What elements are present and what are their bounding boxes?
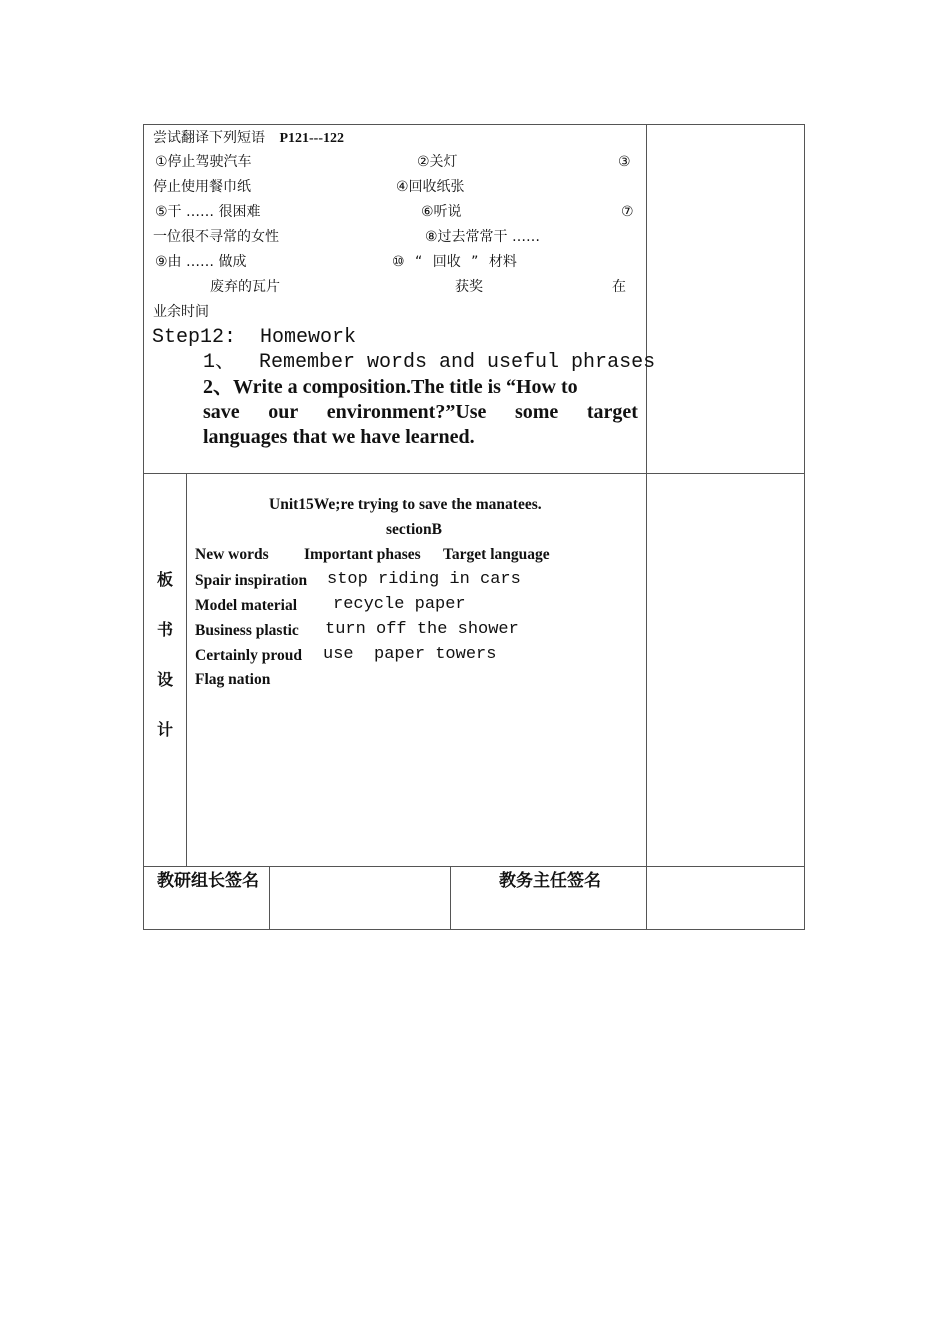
phrase-7-marker: ⑦ <box>621 204 634 220</box>
phrase-11: 废弃的瓦片 <box>210 279 280 295</box>
row-divider-2 <box>143 866 805 867</box>
homework-item-2-line-1: 2、Write a composition.The title is “How to <box>203 376 578 398</box>
table-border-left <box>143 124 144 930</box>
board-label-char-3: 设 <box>157 670 174 689</box>
phrase-10: ⑩ “ 回收 ” 材料 <box>392 254 517 270</box>
translate-heading-text: 尝试翻译下列短语 <box>153 130 265 146</box>
phrase-7: 一位很不寻常的女性 <box>153 229 279 245</box>
hw-word-environment: environment?”Use <box>326 401 487 423</box>
phrase-6: ⑥听说 <box>421 204 462 220</box>
table-border-top <box>143 124 805 125</box>
homework-title: Step12: Homework <box>152 326 357 349</box>
table-border-right <box>804 124 805 930</box>
group-leader-signature-label: 教研组长签名 <box>157 871 259 891</box>
phrase-9: ⑨由 …… 做成 <box>155 254 247 270</box>
phrase-4: ④回收纸张 <box>396 179 465 195</box>
column-header-target-language: Target language <box>443 546 550 563</box>
phrase-13-marker: 在 <box>612 279 626 295</box>
column-header-new-words: New words <box>195 546 269 563</box>
board-phrase-4: use paper towers <box>323 645 497 664</box>
phrase-3: 停止使用餐巾纸 <box>153 179 251 195</box>
board-word-1: Spair inspiration <box>195 572 308 589</box>
homework-item-2-line-3: languages that we have learned. <box>203 426 475 448</box>
translate-pages: P121---122 <box>279 131 344 146</box>
table-border-bottom <box>143 929 805 930</box>
board-label-char-1: 板 <box>157 570 174 589</box>
board-subtitle: sectionB <box>386 521 442 538</box>
phrase-13: 业余时间 <box>153 304 209 320</box>
phrase-5: ⑤干 …… 很困难 <box>155 204 261 220</box>
phrase-8: ⑧过去常常干 …… <box>425 229 541 245</box>
hw-word-some: some <box>514 401 559 423</box>
board-phrase-2: recycle paper <box>333 595 466 614</box>
phrase-12: 获奖 <box>455 279 483 295</box>
board-label-divider <box>186 473 187 867</box>
translate-heading <box>153 129 344 148</box>
hw-word-our: our <box>268 401 299 423</box>
phrase-2: ②关灯 <box>417 154 458 170</box>
homework-item-1: 1、 Remember words and useful phrases <box>203 351 656 374</box>
hw-word-save: save <box>203 401 240 423</box>
row-divider-1 <box>143 473 805 474</box>
phrase-1: ①停止驾驶汽车 <box>155 154 252 170</box>
board-word-3: Business plastic <box>195 622 299 639</box>
board-word-4: Certainly proud <box>195 647 302 664</box>
board-label-char-4: 计 <box>157 720 174 739</box>
board-word-2: Model material <box>195 597 298 614</box>
signature-divider-2 <box>450 866 451 930</box>
board-phrase-3: turn off the shower <box>325 620 519 639</box>
director-signature-label: 教务主任签名 <box>499 871 601 891</box>
board-title: Unit15We;re trying to save the manatees. <box>269 496 542 513</box>
signature-divider-1 <box>269 866 270 930</box>
column-header-important-phases: Important phases <box>304 546 421 563</box>
board-phrase-1: stop riding in cars <box>327 570 521 589</box>
column-divider-main <box>646 124 647 930</box>
hw-word-target: target <box>586 401 638 423</box>
board-word-5: Flag nation <box>195 671 271 688</box>
board-label-char-2: 书 <box>157 620 174 639</box>
phrase-3-marker: ③ <box>618 154 631 170</box>
homework-item-2-line-2 <box>203 400 638 425</box>
